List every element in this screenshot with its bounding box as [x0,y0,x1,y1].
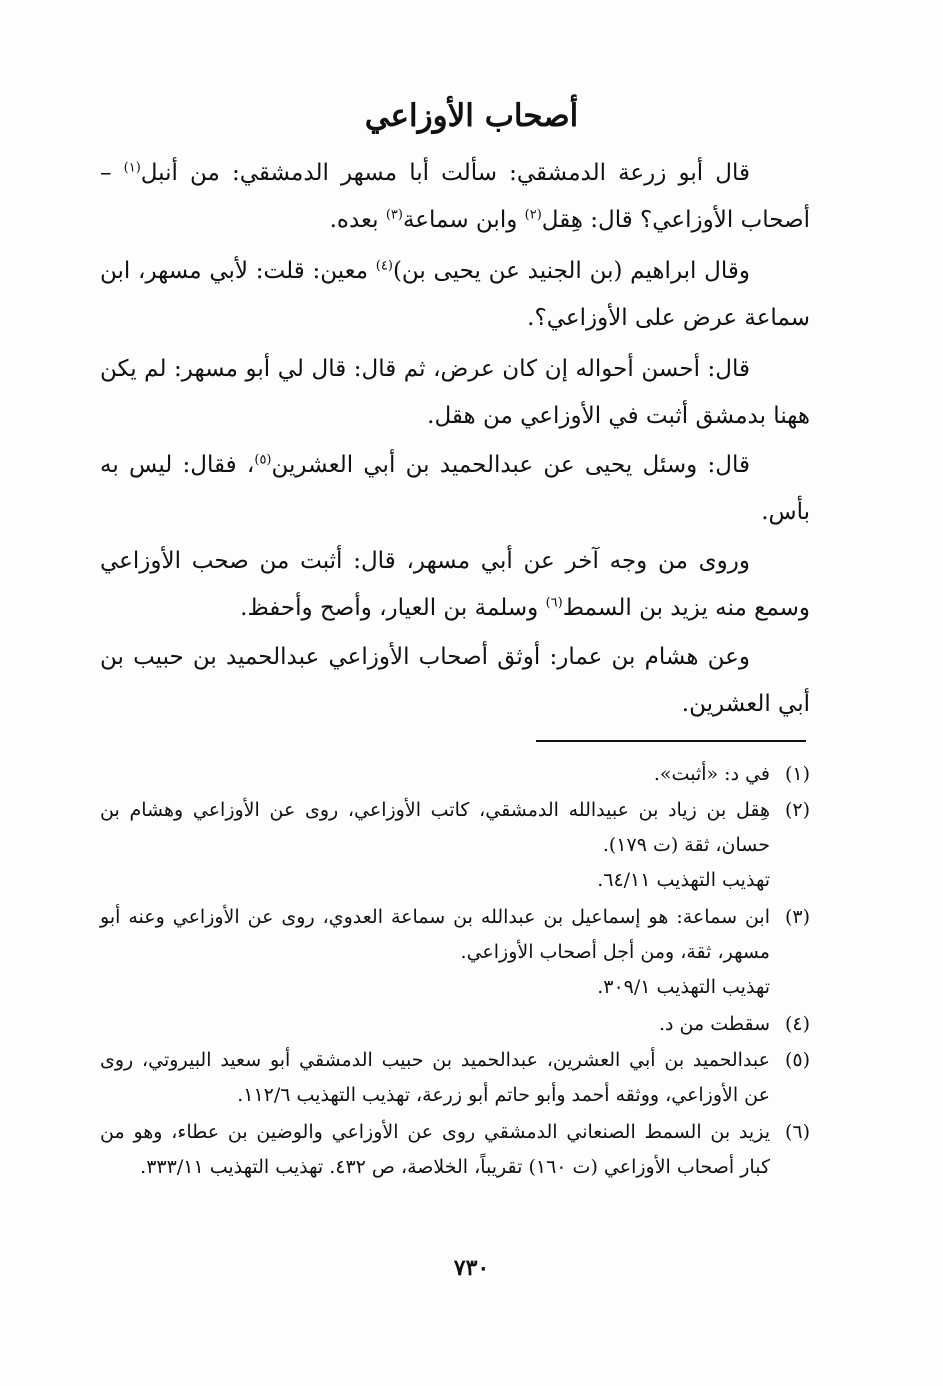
footnote-2 [100,793,810,898]
footnote-ref: (١) [123,160,141,176]
footnote-5 [100,1043,810,1113]
footnote-text: تهذيب التهذيب ٣٠٩/١. [597,976,770,998]
footnote-6 [100,1115,810,1185]
paragraph-6 [100,634,810,728]
footnote-ref: (٣) [385,207,403,223]
footnote-3 [100,900,810,1005]
paragraph-text: وقال ابراهيم (بن الجنيد عن يحيى بن) [392,258,750,284]
footnote-number: (٢) [784,799,810,821]
footnote-number: (١) [784,763,810,785]
footnote-number: (٦) [784,1121,810,1143]
footnote-4 [100,1007,810,1042]
footnote-ref: (٥) [254,452,272,468]
footnote-number: (٣) [784,906,810,928]
paragraph-text: بعده. [329,207,386,233]
paragraph-2 [100,248,810,342]
paragraph-text: – أصحاب الأوزاعي؟ قال: هِقل [100,160,810,233]
paragraph-text: ، فقال: ليس به بأس. [100,452,810,525]
footnote-divider [536,740,806,742]
footnote-text: ابن سماعة: هو إسماعيل بن عبدالله بن سماعة العدوي، روى عن الأوزاعي وعنه أبو مسهر، ثقة، ومن أجل أصحاب الأوزاعي. [100,906,770,963]
footnote-text: يزيد بن السمط الصنعاني الدمشقي روى عن الأوزاعي والوضين بن عطاء، وهو من كبار أصحاب الأوزاعي (ت ١٦٠) تقريباً، الخلاصة، ص ٤٣٢. تهذيب التهذيب ٣٣٣/١١. [100,1121,770,1178]
footnote-1 [100,757,810,792]
footnote-text: في د: «أثبت». [653,763,770,785]
paragraph-1 [100,150,810,244]
paragraph-text: معين: قلت: لأبي مسهر، ابن سماعة عرض على الأوزاعي؟. [100,258,810,331]
paragraph-5 [100,538,810,632]
paragraph-text: قال: أحسن أحواله إن كان عرض، ثم قال: قال لي أبو مسهر: لم يكن ههنا بدمشق أثبت في الأوزاعي من هقل. [100,356,810,429]
footnote-ref: (٦) [545,595,563,611]
page-title: أصحاب الأوزاعي [364,98,579,134]
paragraph-text: وابن سماعة [402,207,525,233]
footnote-text: عبدالحميد بن أبي العشرين، عبدالحميد بن حبيب الدمشقي أبو سعيد البيروتي، روى عن الأوزاعي، ووثقه أحمد وأبو حاتم أبو زرعة، تهذيب التهذيب ١١٢/٦. [100,1049,770,1106]
paragraph-text: قال: وسئل يحيى عن عبدالحميد بن أبي العشرين [271,452,750,478]
footnote-ref: (٢) [524,207,542,223]
paragraph-3 [100,346,810,440]
paragraph-4 [100,442,810,536]
paragraph-text: قال أبو زرعة الدمشقي: سألت أبا مسهر الدمشقي: من أنبل [140,160,750,186]
paragraph-text: وروى من وجه آخر عن أبي مسهر، قال: أثبت من صحب الأوزاعي وسمع منه يزيد بن السمط [100,548,810,621]
paragraph-text: وسلمة بن العيار، وأصح وأحفظ. [240,595,546,621]
footnote-text: تهذيب التهذيب ٦٤/١١. [597,869,770,891]
footnote-text: سقطت من د. [659,1013,770,1035]
footnote-ref: (٤) [375,258,393,274]
page-number: ٧٣٠ [453,1255,490,1281]
paragraph-text: وعن هشام بن عمار: أوثق أصحاب الأوزاعي عبدالحميد بن حبيب بن أبي العشرين. [100,644,810,717]
footnote-number: (٤) [784,1013,810,1035]
footnote-text: هِقل بن زياد بن عبيدالله الدمشقي، كاتب الأوزاعي، روى عن الأوزاعي وهشام بن حسان، ثقة (ت ١٧٩). [100,799,770,856]
footnote-number: (٥) [784,1049,810,1071]
